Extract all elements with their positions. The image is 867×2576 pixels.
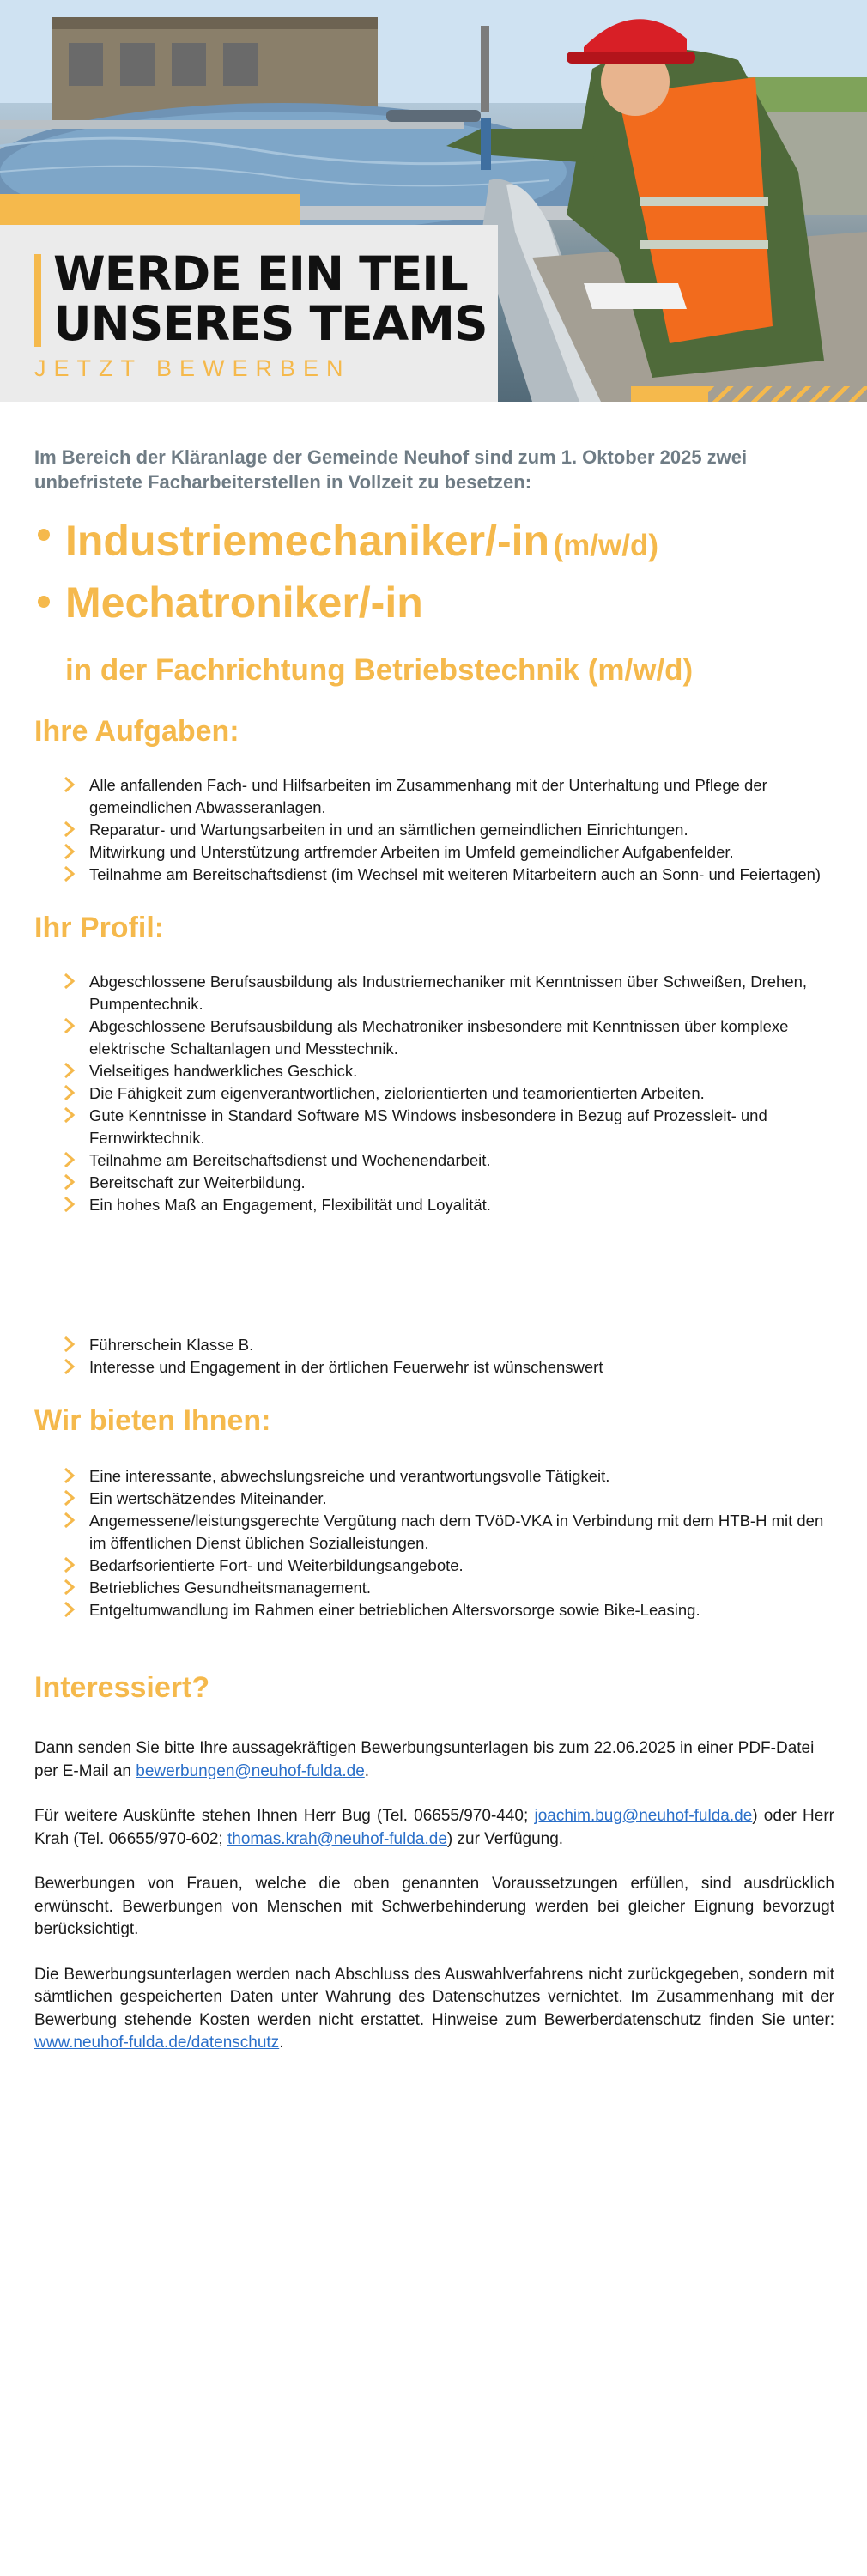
- chevron-right-icon: [63, 1465, 76, 1486]
- position-item: [34, 572, 834, 689]
- contact-paragraph: [34, 1805, 834, 1851]
- bullet-dot-icon: [38, 596, 50, 608]
- contact-text: ) oder Herr Krah (Tel. 06655/970-602;: [34, 1807, 834, 1848]
- list-item-text: Die Fähigkeit zum eigenverantwortlichen, zielorientierten und teamorientierten Arbeiten.: [89, 1084, 705, 1102]
- list-item-text: Vielseitiges handwerkliches Geschick.: [89, 1062, 358, 1080]
- list-item-text: Entgeltumwandlung im Rahmen einer betrieblichen Altersvorsorge sowie Bike-Leasing.: [89, 1601, 700, 1619]
- chevron-right-icon: [63, 774, 76, 795]
- privacy-paragraph: [34, 1964, 834, 2055]
- list-item: [34, 819, 834, 841]
- chevron-right-icon: [63, 1488, 76, 1508]
- list-item: [34, 1510, 834, 1555]
- bieten-list: [34, 1465, 834, 1621]
- chevron-right-icon: [63, 1599, 76, 1620]
- list-item: [34, 1488, 834, 1510]
- job-content: [34, 445, 834, 2055]
- chevron-right-icon: [63, 1060, 76, 1081]
- position-title: Mechatroniker/-in: [65, 579, 423, 627]
- list-item: [34, 1194, 834, 1216]
- list-item: [34, 1577, 834, 1599]
- list-item-text: Ein hohes Maß an Engagement, Flexibilität und Loyalität.: [89, 1196, 491, 1214]
- chevron-right-icon: [63, 864, 76, 884]
- list-item-text: Betriebliches Gesundheitsmanagement.: [89, 1579, 372, 1597]
- profil-list-extra: [34, 1334, 834, 1379]
- list-item-text: Ein wertschätzendes Miteinander.: [89, 1489, 327, 1507]
- hero-title-line1: WERDE EIN TEIL: [53, 246, 468, 301]
- chevron-right-icon: [63, 1015, 76, 1036]
- list-item: [34, 1082, 834, 1105]
- list-item-text: Bedarfsorientierte Fort- und Weiterbildungsangebote.: [89, 1556, 464, 1574]
- chevron-right-icon: [63, 1356, 76, 1377]
- list-item: [34, 841, 834, 864]
- list-item-text: Interesse und Engagement in der örtlichen Feuerwehr ist wünschenswert: [89, 1358, 603, 1376]
- privacy-link[interactable]: www.neuhof-fulda.de/datenschutz: [34, 2034, 280, 2052]
- chevron-right-icon: [63, 1334, 76, 1355]
- list-item-text: Alle anfallenden Fach- und Hilfsarbeiten im Zusammenhang mit der Unterhaltung und Pflege der gemeindlichen Abwasseranlagen.: [89, 776, 767, 816]
- chevron-right-icon: [63, 1082, 76, 1103]
- bullet-dot-icon: [38, 529, 50, 541]
- chevron-right-icon: [63, 841, 76, 862]
- position-title: Industriemechaniker/-in: [65, 517, 550, 565]
- list-item-text: Teilnahme am Bereitschaftsdienst und Wochenendarbeit.: [89, 1151, 491, 1169]
- list-item: [34, 1105, 834, 1149]
- hero-title-line2: UNSERES TEAMS: [53, 296, 488, 351]
- list-item-text: Eine interessante, abwechslungsreiche und verantwortungsvolle Tätigkeit.: [89, 1467, 610, 1485]
- decor-hatch-left: [0, 194, 283, 225]
- list-item: [34, 1172, 834, 1194]
- chevron-right-icon: [63, 819, 76, 839]
- list-item: [34, 774, 834, 819]
- title-accent-bar: [34, 254, 41, 347]
- profil-list: [34, 971, 834, 1216]
- hero-subtitle: JETZT BEWERBEN: [34, 355, 351, 381]
- section-heading-bieten: Wir bieten Ihnen:: [34, 1404, 271, 1437]
- email-link-bewerbungen[interactable]: bewerbungen@neuhof-fulda.de: [136, 1761, 365, 1780]
- chevron-right-icon: [63, 1510, 76, 1530]
- section-heading-aufgaben: Ihre Aufgaben:: [34, 715, 239, 748]
- decor-stripe-right: [631, 386, 708, 402]
- list-item: [34, 1555, 834, 1577]
- contact-text: Für weitere Auskünfte stehen Ihnen Herr Bug (Tel. 06655/970-440;: [34, 1807, 535, 1825]
- list-item: [34, 864, 834, 886]
- list-item: [34, 1356, 834, 1379]
- list-item: [34, 1060, 834, 1082]
- chevron-right-icon: [63, 1172, 76, 1192]
- apply-text-end: .: [364, 1761, 370, 1780]
- hero-banner: [0, 0, 867, 402]
- section-heading-profil: Ihr Profil:: [34, 912, 165, 944]
- list-item-text: Gute Kenntnisse in Standard Software MS Windows insbesondere in Bezug auf Prozessleit- und Fernwirktechnik.: [89, 1106, 767, 1147]
- equality-paragraph: Bewerbungen von Frauen, welche die oben genannten Voraussetzungen erfüllen, sind ausdrücklich erwünscht. Bewerbungen von Menschen mit Schwerbehinderung werden bei gleicher Eignung bevorzugt berücksichtigt.: [34, 1875, 834, 1938]
- list-item: [34, 1599, 834, 1621]
- position-item: [34, 510, 834, 572]
- apply-text: Dann senden Sie bitte Ihre aussagekräftigen Bewerbungsunterlagen bis zum 22.06.2025 in einer PDF-Datei per E-Mail an: [34, 1739, 815, 1780]
- position-subtitle: in der Fachrichtung Betriebstechnik (m/w/d): [65, 653, 694, 687]
- position-suffix: (m/w/d): [553, 529, 658, 562]
- chevron-right-icon: [63, 971, 76, 991]
- intro-text: Im Bereich der Kläranlage der Gemeinde Neuhof sind zum 1. Oktober 2025 zwei unbefristete Facharbeiterstellen in Vollzeit zu besetzen:: [34, 446, 748, 493]
- list-item: [34, 971, 834, 1015]
- position-list: [34, 510, 834, 689]
- list-item-text: Bereitschaft zur Weiterbildung.: [89, 1173, 306, 1191]
- list-item-text: Abgeschlossene Berufsausbildung als Industriemechaniker mit Kenntnissen über Schweißen, Drehen, Pumpentechnik.: [89, 973, 808, 1013]
- chevron-right-icon: [63, 1105, 76, 1125]
- chevron-right-icon: [63, 1149, 76, 1170]
- list-item-text: Mitwirkung und Unterstützung artfremder Arbeiten im Umfeld gemeindlicher Aufgabenfelder.: [89, 843, 734, 861]
- chevron-right-icon: [63, 1577, 76, 1597]
- privacy-text-end: .: [279, 2034, 284, 2052]
- apply-paragraph: [34, 1737, 834, 1783]
- email-link-krah[interactable]: thomas.krah@neuhof-fulda.de: [227, 1829, 447, 1848]
- section-heading-interessiert: Interessiert?: [34, 1671, 210, 1704]
- list-item: [34, 1465, 834, 1488]
- list-item: [34, 1149, 834, 1172]
- chevron-right-icon: [63, 1555, 76, 1575]
- email-link-bug[interactable]: joachim.bug@neuhof-fulda.de: [534, 1807, 753, 1825]
- list-item-text: Führerschein Klasse B.: [89, 1336, 254, 1354]
- list-item-text: Reparatur- und Wartungsarbeiten in und an sämtlichen gemeindlichen Einrichtungen.: [89, 821, 688, 839]
- contact-text-end: ) zur Verfügung.: [446, 1829, 564, 1848]
- list-item: [34, 1015, 834, 1060]
- list-item: [34, 1334, 834, 1356]
- list-item-text: Abgeschlossene Berufsausbildung als Mechatroniker insbesondere mit Kenntnissen über komplexe elektrische Schaltanlagen und Messtechnik.: [89, 1017, 789, 1058]
- privacy-text: Die Bewerbungsunterlagen werden nach Abschluss des Auswahlverfahrens nicht zurückgegeben, sondern mit sämtlichen gespeicherten Daten unter Wahrung des Datenschutzes vernichtet. Im Zusammenhang mit der Bewerbung stehende Kosten werden nicht erstattet. Hinweise zum Bewerberdatenschutz finden Sie unter:: [34, 1965, 834, 2029]
- list-item-text: Teilnahme am Bereitschaftsdienst (im Wechsel mit weiteren Mitarbeitern auch an Sonn- und Feiertagen): [89, 865, 822, 883]
- chevron-right-icon: [63, 1194, 76, 1215]
- list-item-text: Angemessene/leistungsgerechte Vergütung nach dem TVöD-VKA in Verbindung mit dem HTB-H mit den im öffentlichen Dienst üblichen Sozialleistungen.: [89, 1512, 824, 1552]
- decor-hatch-right: [708, 386, 867, 402]
- aufgaben-list: [34, 774, 834, 886]
